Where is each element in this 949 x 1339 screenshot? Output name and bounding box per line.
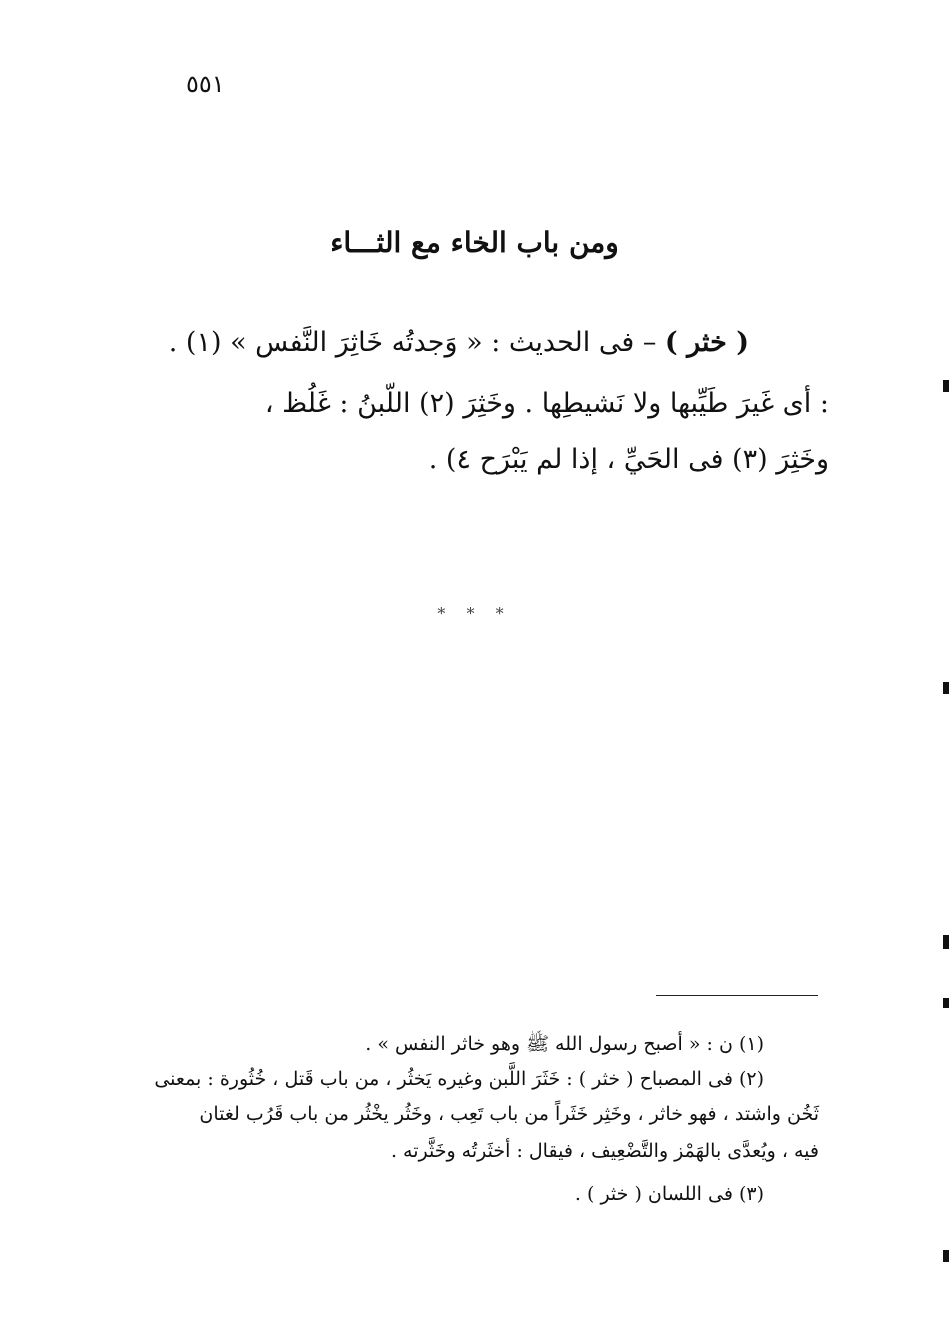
entry-headword: ( خثر )	[664, 327, 749, 358]
scan-edge-mark	[943, 1250, 949, 1262]
footnote-1: (١) ن : « أصبح رسول الله ﷺ وهو خاثر النفس » .	[365, 1033, 764, 1055]
footnote-2-line-1: (٢) فى المصباح ( خثر ) : خَثَرَ اللَّبن وغيره يَخثُر ، من باب قَتل ، خُثُورة : بمعنى	[154, 1068, 764, 1090]
footnote-2-line-3: فيه ، ويُعدَّى بالهَمْز والتَّضْعِيف ، فيقال : أخثَرتُه وخَثَّرته .	[390, 1140, 819, 1162]
footnote-2-line-2: ثَخُن واشتد ، فهو خاثر ، وخَثِر خَثَراً من باب تَعِب ، وخَثُر يخْثُر من باب قَرُب لغتان	[199, 1103, 819, 1125]
page-number: ٥٥١	[186, 70, 225, 98]
scan-edge-mark	[943, 682, 949, 694]
entry-line-1-text: – فى الحديث : « وَجدتُه خَاثِرَ النَّفس » (١) .	[168, 327, 665, 358]
chapter-title: ومن باب الخاء مع الثـــاء	[330, 226, 619, 259]
footnote-3: (٣) فى اللسان ( خثر ) .	[574, 1183, 764, 1205]
section-divider: * * *	[437, 604, 512, 623]
scan-edge-mark	[943, 935, 949, 949]
scan-edge-mark	[943, 380, 949, 392]
scan-edge-mark	[943, 998, 949, 1008]
footnote-separator	[656, 995, 818, 996]
entry-line-2: : أى غَيرَ طَيِّبها ولا نَشيطِها . وخَثِرَ (٢) اللّبنُ : غَلُظ ،	[264, 388, 829, 419]
entry-line-1	[120, 327, 749, 358]
entry-line-3: وخَثِرَ (٣) فى الحَيِّ ، إذا لم يَبْرَح ٤) .	[428, 444, 829, 475]
